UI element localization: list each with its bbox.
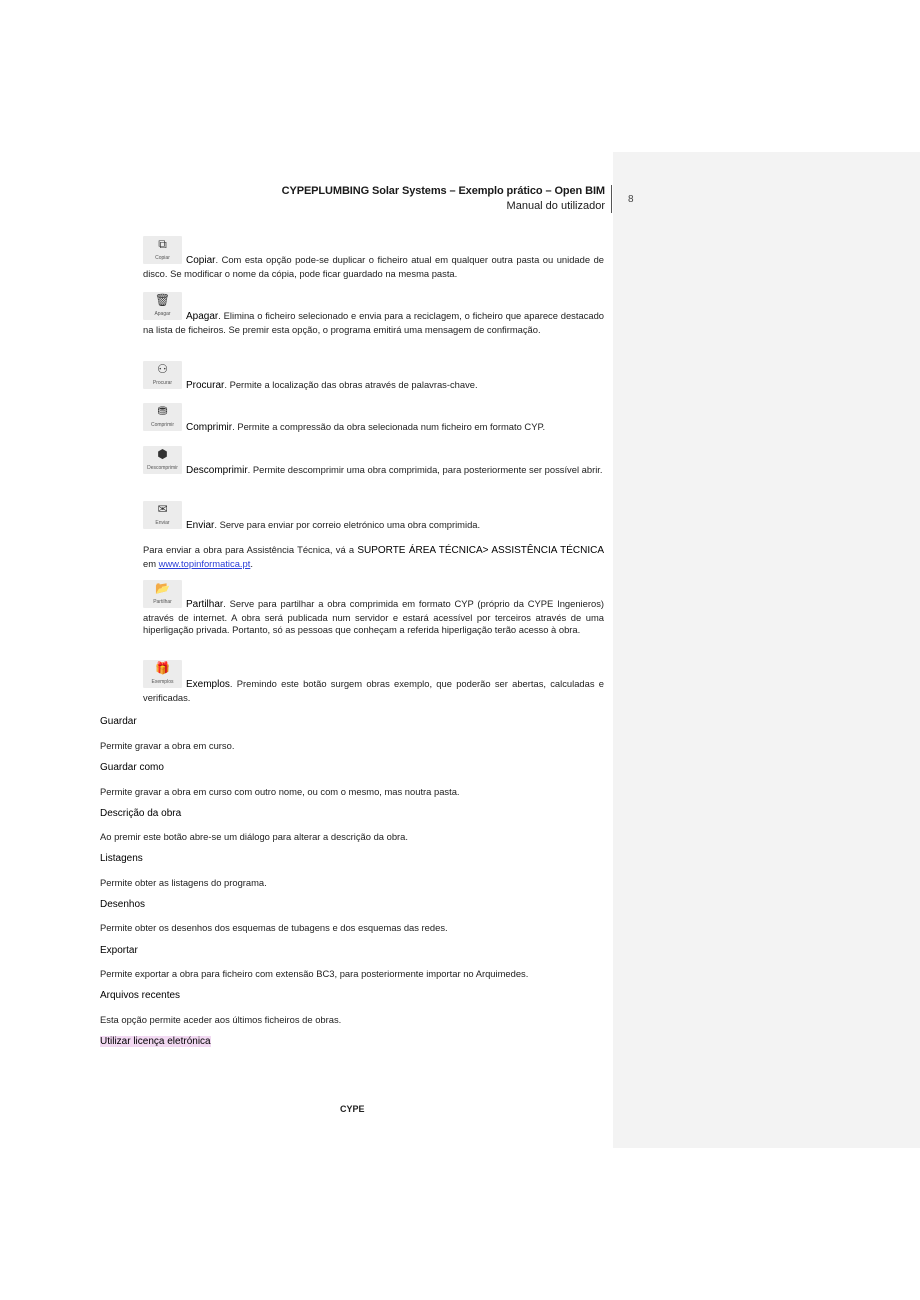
copy-icon: ⧉ — [158, 237, 167, 251]
entry-descomprimir: ⬢ Descomprimir Descomprimir. Permite descomprimir uma obra comprimida, para posteriormente ser possível abrir. — [143, 446, 604, 478]
section-heading-guardar: Guardar — [100, 716, 137, 727]
section-body: Permite exportar a obra para ficheiro com extensão BC3, para posteriormente importar no Arquimedes. — [100, 968, 529, 979]
section-heading-exportar: Exportar — [100, 945, 138, 956]
entry-enviar: ✉ Enviar Enviar. Serve para enviar por correio eletrónico uma obra comprimida. — [143, 501, 604, 533]
compress-icon: ⛃ — [157, 404, 168, 418]
examples-button[interactable]: 🎁 Exemplos — [143, 660, 182, 688]
entry-copiar: ⧉ Copiar Copiar. Com esta opção pode-se duplicar o ficheiro atual em qualquer outra pasta ou unidade de disco. Se modificar o nome da cópia, pode ficar guardado na mesma pasta. — [143, 237, 604, 279]
page-number: 8 — [628, 194, 634, 205]
decompress-icon: ⬢ — [157, 447, 168, 461]
entry-label: Exemplos — [186, 679, 230, 690]
section-heading-desenhos: Desenhos — [100, 899, 146, 910]
header-title: CYPEPLUMBING Solar Systems – Exemplo prático – Open BIM — [281, 185, 605, 197]
share-folder-icon: 📂 — [155, 581, 170, 595]
section-heading-guardar-como: Guardar como — [100, 762, 164, 773]
entry-comprimir: ⛃ Comprimir Comprimir. Permite a compressão da obra selecionada num ficheiro em formato CYP. — [143, 403, 604, 435]
section-body: Esta opção permite aceder aos últimos ficheiros de obras. — [100, 1014, 342, 1025]
section-body: Permite gravar a obra em curso com outro nome, ou com o mesmo, mas noutra pasta. — [100, 786, 460, 797]
support-paragraph: Para enviar a obra para Assistência Técnica, vá a SUPORTE ÁREA TÉCNICA> ASSISTÊNCIA TÉCNICA em www.topinformatica.pt. — [143, 544, 604, 569]
section-body: Ao premir este botão abre-se um diálogo para alterar a descrição da obra. — [100, 831, 408, 842]
comment-side-panel — [613, 152, 920, 1148]
entry-label: Comprimir — [186, 422, 233, 433]
section-heading-arquivos: Arquivos recentes — [100, 990, 181, 1001]
section-heading-licenca: Utilizar licença eletrónica — [100, 1036, 211, 1047]
binoculars-icon: ⚇ — [157, 362, 168, 376]
copy-button[interactable]: ⧉ Copiar — [143, 236, 182, 264]
entry-apagar: 🗑 Apagar Apagar. Elimina o ficheiro selecionado e envia para a reciclagem, o ficheiro que aparece destacado na lista de ficheiros. Se premir esta opção, o programa emitirá uma mensagem de confirmação. — [143, 293, 604, 335]
page-footer: CYPE — [340, 1104, 365, 1114]
topinformatica-link[interactable]: www.topinformatica.pt — [158, 557, 251, 569]
entry-label: Enviar — [186, 520, 215, 531]
compress-button[interactable]: ⛃ Comprimir — [143, 403, 182, 431]
header-divider — [611, 185, 612, 213]
decompress-button[interactable]: ⬢ Descomprimir — [143, 446, 182, 474]
search-button[interactable]: ⚇ Procurar — [143, 361, 182, 389]
entry-label: Procurar — [186, 380, 225, 391]
entry-exemplos: 🎁 Exemplos Exemplos. Premindo este botão surgem obras exemplo, que poderão ser abertas, calculadas e verificadas. — [143, 661, 604, 703]
entry-label: Partilhar — [186, 599, 224, 610]
trash-icon: 🗑 — [154, 293, 171, 307]
section-heading-descricao: Descrição da obra — [100, 808, 182, 819]
entry-label: Descomprimir — [186, 465, 248, 476]
envelope-icon: ✉ — [157, 502, 168, 516]
gift-icon: 🎁 — [155, 661, 170, 675]
entry-label: Apagar — [186, 311, 219, 322]
entry-label: Copiar — [186, 255, 216, 266]
section-body: Permite obter os desenhos dos esquemas de tubagens e dos esquemas das redes. — [100, 922, 448, 933]
section-body: Permite gravar a obra em curso. — [100, 740, 235, 751]
section-body: Permite obter as listagens do programa. — [100, 877, 267, 888]
section-heading-listagens: Listagens — [100, 853, 143, 864]
entry-partilhar: 📂 Partilhar Partilhar. Serve para partilhar a obra comprimida em formato CYP (próprio da CYPE Ingenieros) através de internet. A obra será publicada num servidor e estará acessível por terceiros através de uma hiperligação privada. Portanto, só as pessoas que conheçam a referida hiperligação terão acesso à obra. — [143, 581, 604, 636]
header-subtitle: Manual do utilizador — [506, 200, 605, 212]
entry-procurar: ⚇ Procurar Procurar. Permite a localização das obras através de palavras-chave. — [143, 361, 604, 393]
send-button[interactable]: ✉ Enviar — [143, 501, 182, 529]
delete-button[interactable]: 🗑 Apagar — [143, 292, 182, 320]
share-button[interactable]: 📂 Partilhar — [143, 580, 182, 608]
